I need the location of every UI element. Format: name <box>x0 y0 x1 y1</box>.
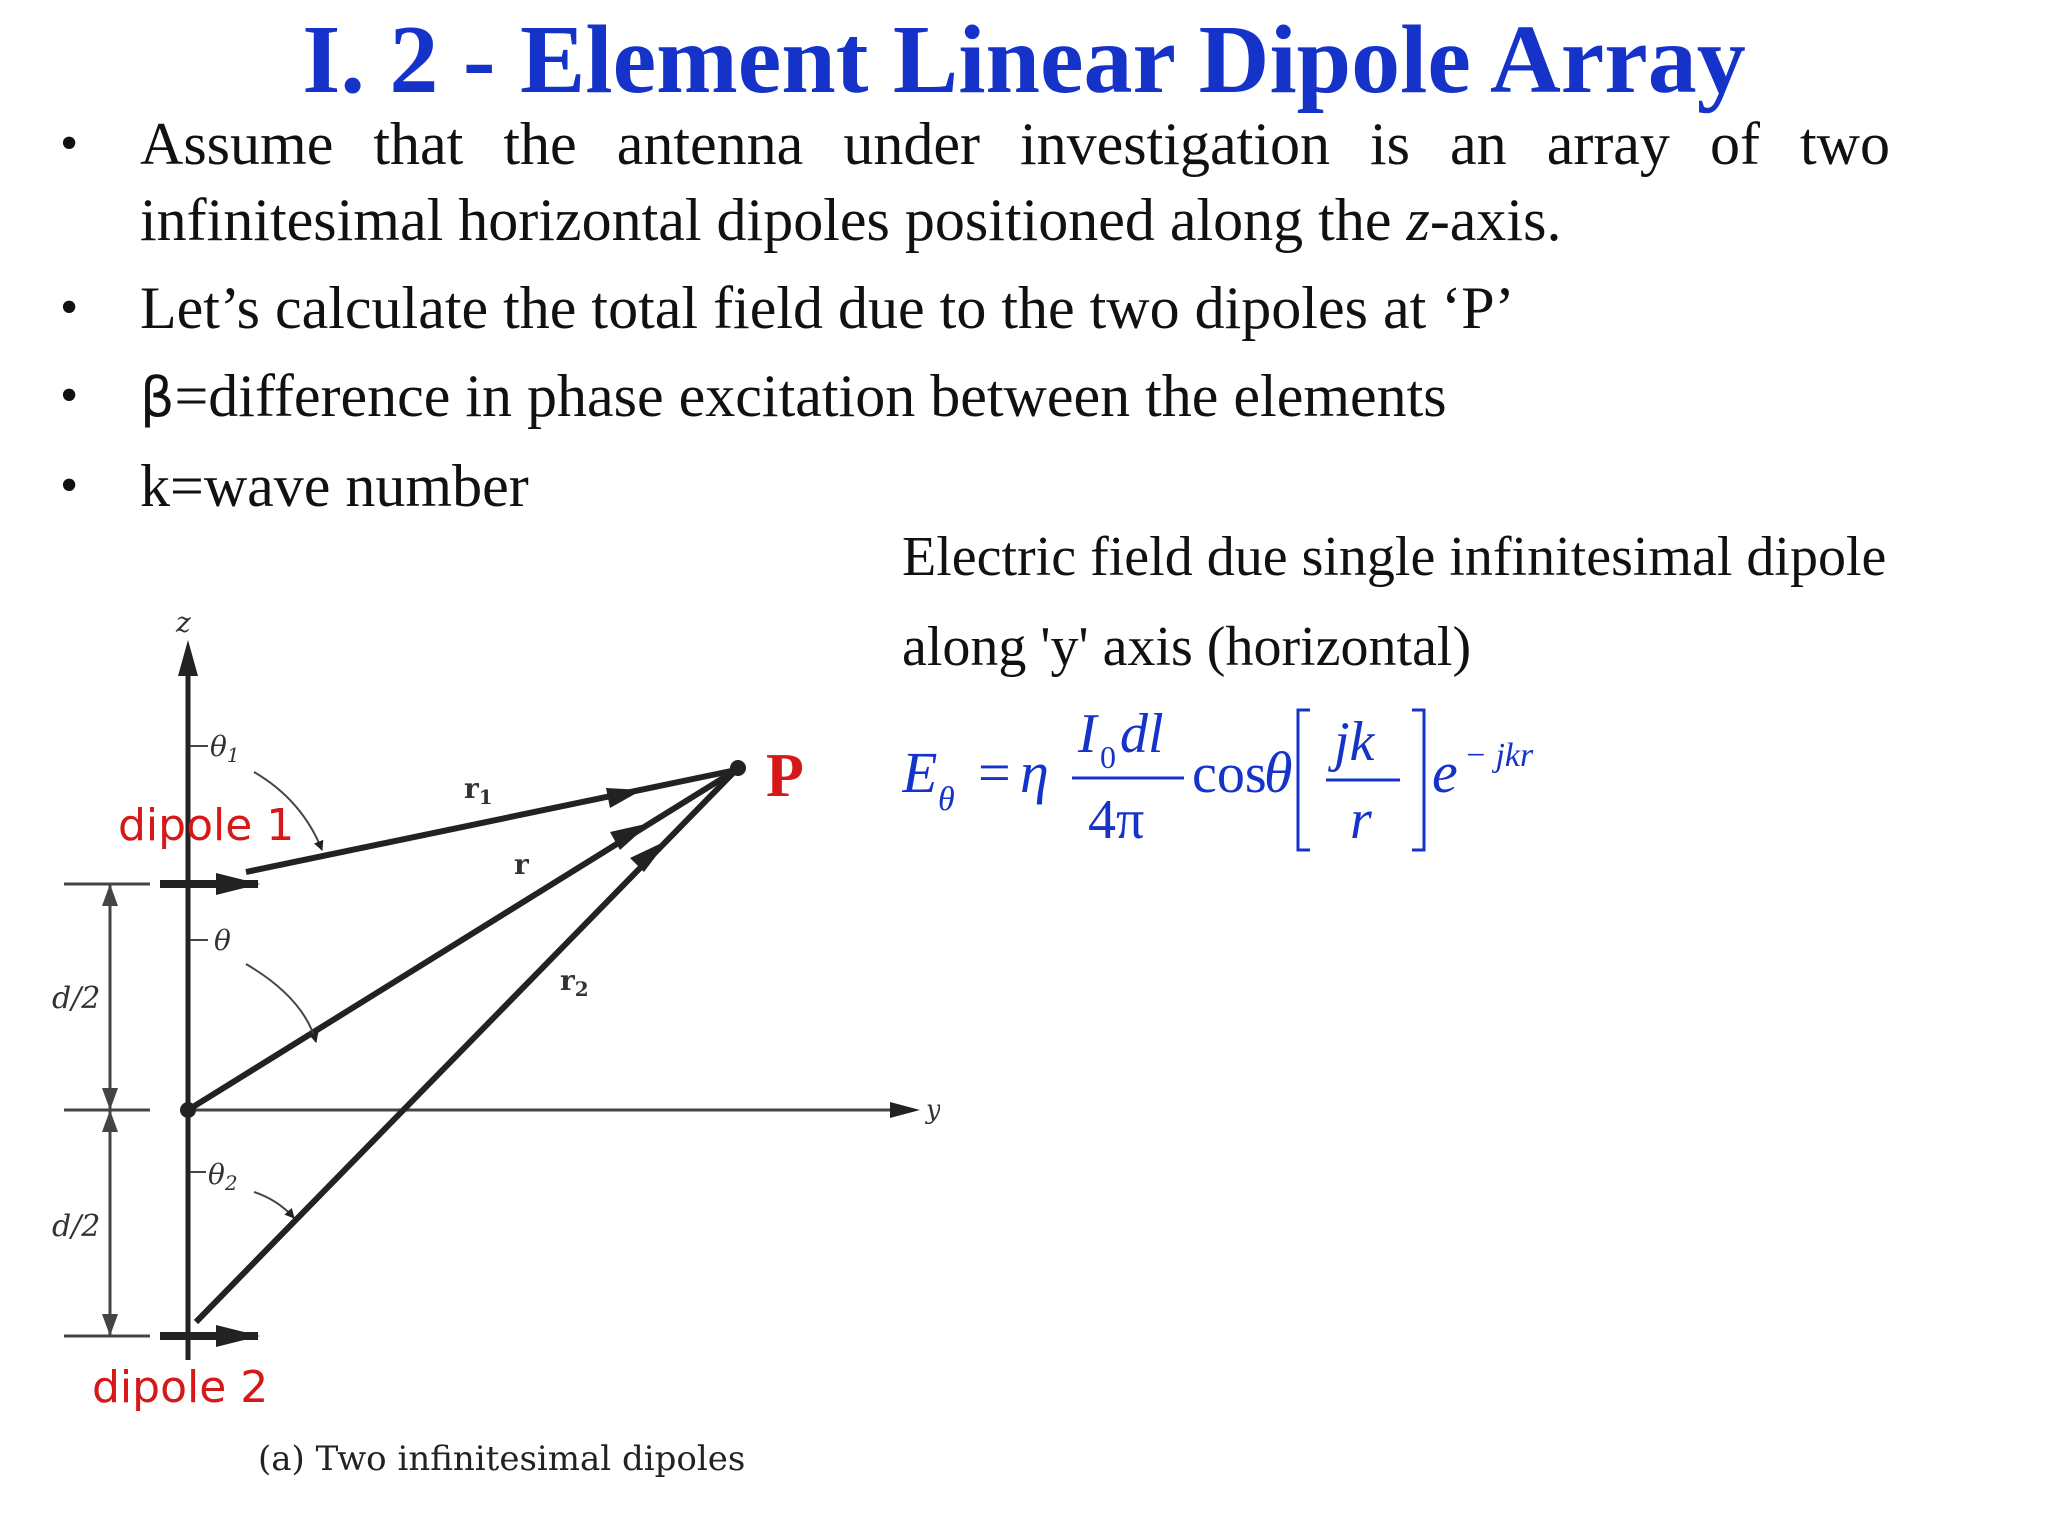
theta1-subscript: 1 <box>226 743 240 767</box>
z-axis-label: z <box>176 606 191 639</box>
r1-label-letter: r <box>464 772 479 805</box>
formula-theta: θ <box>1264 740 1293 805</box>
right-bracket <box>1412 710 1424 850</box>
theta2-label <box>208 1158 238 1195</box>
ray-r2-arrowhead <box>630 840 668 872</box>
formula-current: I <box>1078 703 1097 765</box>
diagram-svg <box>40 600 940 1500</box>
electric-field-formula <box>902 700 1622 860</box>
theta1-letter: θ <box>210 730 227 763</box>
formula-svg <box>902 700 1622 860</box>
bullet-text: -axis. <box>1429 187 1562 253</box>
formula-current-subscript: 0 <box>1100 739 1116 775</box>
field-description-line-2: along 'y' axis (horizontal) <box>902 616 1472 678</box>
formula-r: r <box>1350 789 1372 851</box>
half-spacing-top-label: d/2 <box>52 981 101 1016</box>
theta2-letter: θ <box>208 1158 225 1191</box>
theta2-arc <box>254 1192 294 1218</box>
r1-label <box>464 772 493 809</box>
observation-point-label: P <box>766 742 804 810</box>
z-axis-arrowhead <box>178 640 198 676</box>
formula-dl: dl <box>1120 703 1164 765</box>
formula-denominator: 4π <box>1088 789 1145 851</box>
diagram-caption: (a) Two infinitesimal dipoles <box>258 1439 746 1479</box>
field-description-line-1: Electric field due single infinitesimal dipole <box>902 526 1887 588</box>
r2-label-subscript: 2 <box>574 977 589 1001</box>
r1-label-subscript: 1 <box>478 785 493 809</box>
dipole-1-label: dipole 1 <box>118 800 295 851</box>
slide-title: I. 2 - Element Linear Dipole Array <box>302 6 1746 114</box>
field-description <box>902 512 2002 692</box>
bullet-list <box>60 106 1890 524</box>
bullet-item-array-assumption <box>60 106 1890 258</box>
r2-label-letter: r <box>560 964 575 997</box>
ray-r1-arrowhead <box>606 788 642 808</box>
formula-cos: cos <box>1192 743 1267 805</box>
r-label: r <box>514 848 529 881</box>
formula-eta: η <box>1020 740 1049 805</box>
bullet-text: Assume that the antenna under investigation is an array of two infinitesimal horizontal dipoles positioned along the <box>140 111 1890 253</box>
formula-equals: = <box>978 740 1011 805</box>
theta2-subscript: 2 <box>224 1171 238 1195</box>
dipole-array-diagram <box>40 600 940 1500</box>
formula-exponent: − jkr <box>1464 737 1534 774</box>
dipole-2-label: dipole 2 <box>92 1362 269 1413</box>
half-spacing-bottom-label: d/2 <box>52 1209 101 1244</box>
bullet-text-italic: z <box>1406 187 1430 253</box>
theta1-label <box>210 730 240 767</box>
left-bracket <box>1298 710 1310 850</box>
r2-label <box>560 964 589 1001</box>
formula-lhs-subscript: θ <box>938 781 955 818</box>
beta-symbol: β <box>140 366 175 429</box>
bullet-text: Let’s calculate the total field due to the two dipoles at ‘P’ <box>140 275 1515 341</box>
y-axis-arrowhead <box>890 1102 920 1118</box>
bullet-item-total-field <box>60 270 1890 346</box>
bullet-text: =difference in phase excitation between the elements <box>174 363 1447 429</box>
formula-exp-base: e <box>1432 740 1458 805</box>
formula-lhs: E <box>902 740 938 805</box>
theta-label: θ <box>214 924 231 957</box>
y-axis-label: y <box>926 1095 940 1125</box>
bullet-text: k=wave number <box>140 453 529 519</box>
formula-jk: jk <box>1334 711 1375 773</box>
theta-arc <box>246 964 316 1042</box>
bullet-item-beta <box>60 358 1890 436</box>
